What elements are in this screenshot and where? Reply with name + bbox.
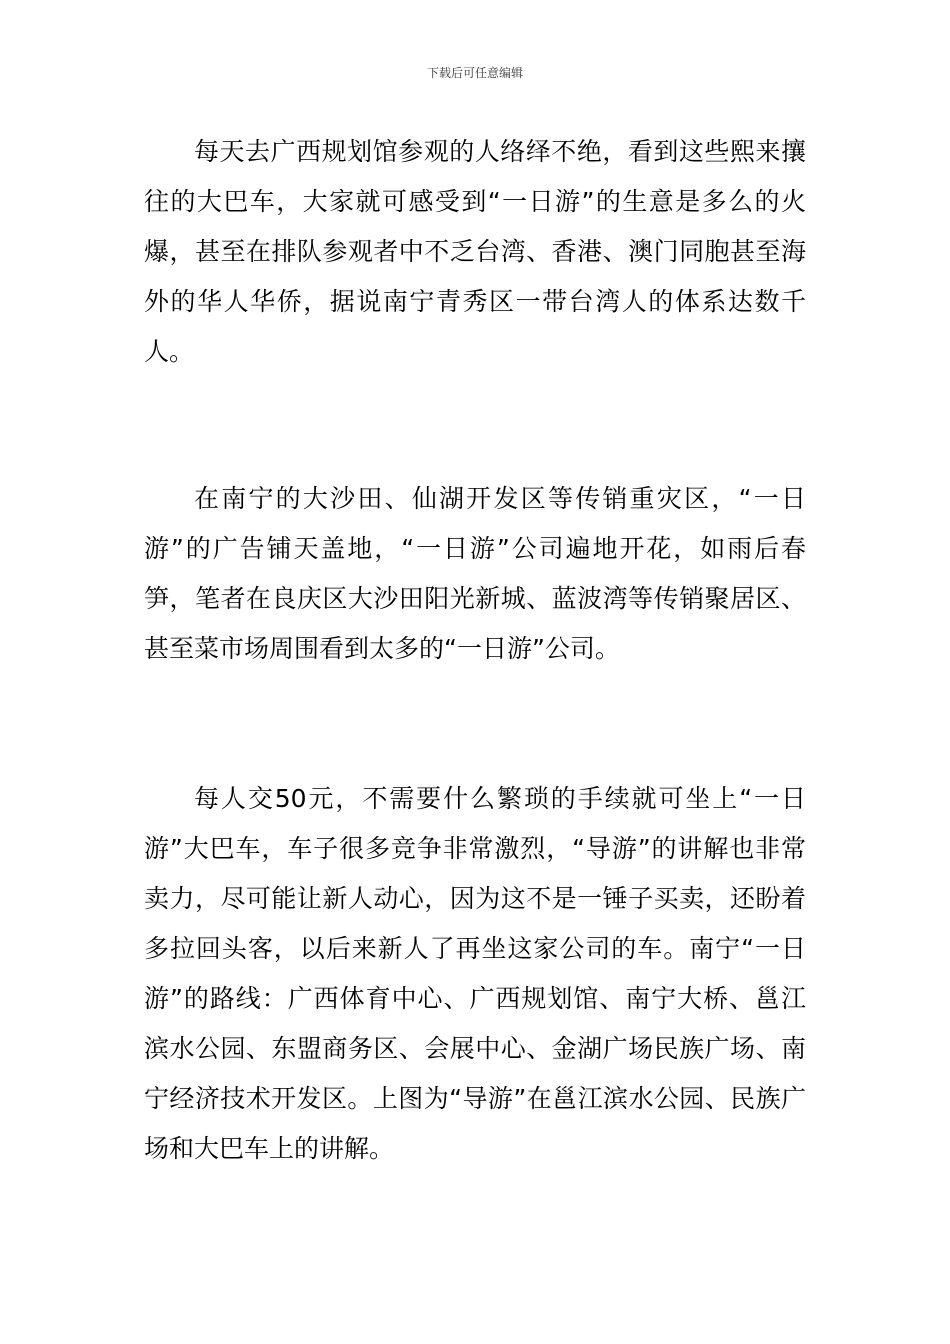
paragraph-2: 在南宁的大沙田、仙湖开发区等传销重灾区，“一日游”的广告铺天盖地，“一日游”公司遍地开花，如雨后春笋，笔者在良庆区大沙田阳光新城、蓝波湾等传销聚居区、甚至菜市场周围看到太多的“一日游”公司。 [144, 484, 806, 663]
header-note: 下载后可任意编辑 [426, 66, 523, 80]
paragraph-3: 每人交50元，不需要什么繁琐的手续就可坐上“一日游”大巴车，车子很多竞争非常激烈，“导游”的讲解也非常卖力，尽可能让新人动心，因为这不是一锤子买卖，还盼着多拉回头客，以后来新人了再坐这家公司的车。南宁“一日游”的路线：广西体育中心、广西规划馆、南宁大桥、邕江滨水公园、东盟商务区、会展中心、金湖广场民族广场、南宁经济技术开发区。上图为“导游”在邕江滨水公园、民族广场和大巴车上的讲解。 [144, 784, 806, 1163]
paragraph-1: 每天去广西规划馆参观的人络绎不绝，看到这些熙来攘往的大巴车，大家就可感受到“一日游”的生意是多么的火爆，甚至在排队参观者中不乏台湾、香港、澳门同胞甚至海外的华人华侨，据说南宁青秀区一带台湾人的体系达数千人。 [144, 137, 806, 366]
